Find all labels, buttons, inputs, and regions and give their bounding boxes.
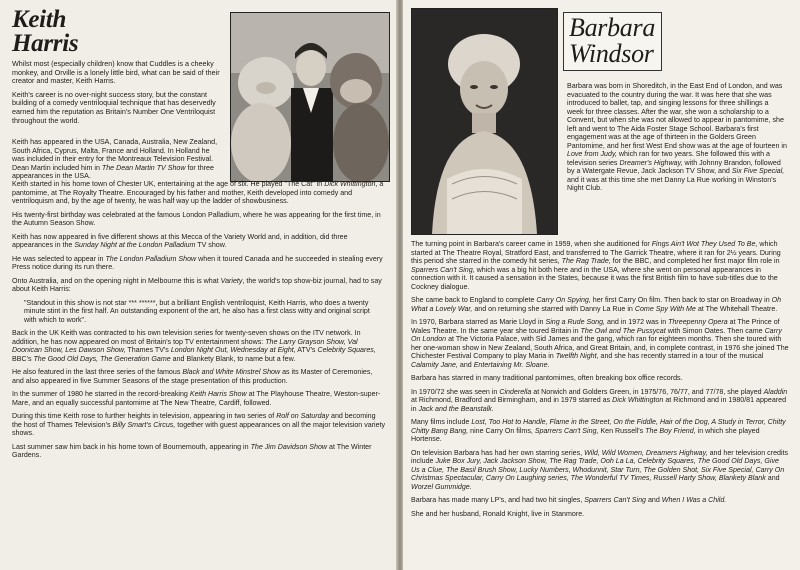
barbara-paragraph: Barbara has starred in many traditional pantomimes, often breaking box office records. <box>411 374 683 382</box>
keith-paragraph: Keith has appeared in the USA, Canada, Australia, New Zealand, South Africa, Cyprus, Malta, France and Holland. In Holland he was included in their entry for the Montreaux Television Festival. Dean Martin included him in The Dean Martin TV Show for three appearances in the USA. <box>12 138 218 180</box>
keith-harris-header <box>12 6 224 125</box>
left-page-keith-harris <box>0 0 397 570</box>
keith-harris-with-puppets-image <box>231 13 389 181</box>
keith-paragraph: Back in the UK Keith was contracted to his own television series for twenty-seven shows on the ITV network. In addition, he has now appeared on most of Britain's top TV entertainment shows: The Larry Grayson Show, Val Doonican Show, Les Dawson Show, Thames TV's London Night Out, Wednesday at Eight, ATV's Celebrity Squares, BBC's The Good Old Days, The Generation Game and Blankety Blank, to name but a few. <box>12 329 376 363</box>
right-page-barbara-windsor <box>403 0 800 570</box>
variety-quote: "Standout in this show is not star *** ******, but a brilliant English ventriloquist, Keith Harris, who does a twenty minute stint in the first half. An outstanding exponent of the art, he also has a first class witty and original script with which to work". <box>24 298 370 324</box>
barbara-paragraph: The turning point in Barbara's career came in 1959, when she auditioned for Fings Ain't Wot They Used To Be, which started at The Theatre Royal, Stratford East, and transferred to The Garrick Theatre, where it ran for 2½ years. During this period she starred in the comedy hit series, The Rag Trade, for the BBC, and completed her first major film role in Sparrers Can't Sing, which was a big hit both here and in the USA, where she went on personal appearances in connection with it. It caused a sensation in the States, because it was the first British film to have sub-titles due to the Cockney dialogue. <box>411 240 781 291</box>
barbara-windsor-image <box>412 9 557 234</box>
keith-intro-paragraph: Whilst most (especially children) know that Cuddles is a cheeky monkey, and Orville is a lonely little bird, what can be said of their creator and master, Keith Harris. <box>12 59 220 86</box>
keith-paragraph: Keith's career is no over-night success story, but the constant building of a comedy ventriloquial technique that has deservedly earned him the reputation as Britain's Number One Ventriloquist throughout the world. <box>12 89 216 125</box>
keith-paragraph: His twenty-first birthday was celebrated at the famous London Palladium, where he was appearing for the first time, in the Autumn Season Show. <box>12 210 381 227</box>
barbara-paragraph: In 1970, Barbara starred as Marie Lloyd in Sing a Rude Song, and in 1972 was in Threepenny Opera at The Prince of Wales Theatre. In the same year she toured Britain in The Owl and The Pussycat with Simon Oates. Then came Carry On London at The Victoria Palace, with Sid James and the gang, which ran for eighteen months. Then she toured with her one-woman show in New Zealand, South Africa, and Great Britain, and, in complete contrast, in 1976 she joined The Chichester Festival Company to play Maria in Twelfth Night, and she has recently starred in a tour of the musical Calamity Jane, and Entertaining Mr. Sloane. <box>411 318 789 369</box>
keith-harris-photo <box>230 12 390 182</box>
keith-paragraph: He also featured in the last three series of the famous Black and White Minstrel Show as its Master of Ceremonies, and also appeared in five Summer Seasons of the stage presentation of this production. <box>12 368 373 385</box>
keith-harris-title: Keith Harris <box>12 6 79 57</box>
barbara-paragraph: In 1970/72 she was seen in Cinderella at Norwich and Golders Green, in 1975/76, 76/77, and 77/78, she played Aladdin at Richmond, Bradford and Birmingham, and in 1979 starred as Dick Whittington at Richmond and in 1980/81 appeared in Jack and the Beanstalk. <box>411 387 788 413</box>
keith-paragraph: In the summer of 1980 he starred in the record-breaking Keith Harris Show at The Playhouse Theatre, Weston-super-Mare, and an equally successful pantomime at The New Theatre, Cardiff, followed. <box>12 390 381 407</box>
barbara-intro-paragraph: Barbara was born in Shoreditch, in the East End of London, and was evacuated to the country during the war. It was here that she was introduced to ballet, tap, and singing lessons for three shillings a week for three classes. After the war, she won a scholarship to a Convent, but when she was not allowed to appear in pantomime, she left and went to The Aida Foster Stage School. Barbara's first engagement was at the age of thirteen in the Golders Green Pantomime, and her first West End show was at the age of fourteen in Love from Judy, which ran for two years. She followed this with a television series Dreamer's Highway, with Johnny Brandon, followed by a Watergate Revue, Jack Jackson TV Show, and Six Five Special, and it was at this time she met Danny La Rue working in Winston's Night Club. <box>567 82 787 192</box>
keith-paragraph: Last summer saw him back in his home town of Bournemouth, appearing in The Jim Davidson Show at The Winter Gardens. <box>12 442 372 459</box>
keith-paragraph: During this time Keith rose to further heights in television, appearing in two series of Rolf on Saturday and becoming the host of Thames Television's Billy Smart's Circus, together with guest appearances on all the major television variety shows. <box>12 412 386 437</box>
barbara-windsor-photo <box>411 8 558 235</box>
barbara-paragraph: On television Barbara has had her own starring series, Wild, Wild Women, Dreamers Highway, and her television credits include Juke Box Jury, Jack Jackson Show, The Rag Trade, Ooh La La, Celebrity Squares, The Good Old Days, Give Us a Clue, The Basil Brush Show, Lucky Numbers, Whodunnit, Star Turn, The Golden Shot, Six Five Special, Carry On Christmas Spectacular, Carry On Laughing series, The Wonderful TV Times, Russell Harty Show, Blankety Blank and Worzel Gummidge. <box>411 448 789 491</box>
barbara-paragraph: Many films include Lost, Too Hot to Handle, Flame in the Street, On the Fiddle, Hair of the Dog, A Study in Terror, Chitty Chitty Bang Bang, nine Carry On films, Sparrers Can't Sing, Ken Russell's The Boy Friend, in which she played Hortense. <box>411 418 786 443</box>
keith-paragraph: Onto Australia, and on the opening night in Melbourne this is what Variety, the world's top show-biz journal, had to say about Keith Harris: <box>12 276 382 293</box>
keith-paragraph: He was selected to appear in The London Palladium Show when it toured Canada and he succeeded in stealing every Press notice during its run there. <box>12 254 383 271</box>
keith-paragraph: Keith has now appeared in five different shows at this Mecca of the Variety World and, in addition, did three appearances in the Sunday Night at the London Palladium TV show. <box>12 232 348 249</box>
barbara-paragraph: She came back to England to complete Carry On Spying, her first Carry On film. Then back to star on Broadway in Oh What a Lovely War, and on returning she starred with Danny La Rue in Come Spy With Me at The Whitehall Theatre. <box>411 296 782 313</box>
barbara-windsor-title-box <box>563 12 662 71</box>
barbara-paragraph: She and her husband, Ronald Knight, live in Stanmore. <box>411 509 585 518</box>
barbara-windsor-title: Barbara Windsor <box>569 13 656 68</box>
barbara-paragraph: Barbara has made many LP's, and had two hit singles, Sparrers Can't Sing and When I Was a Child. <box>411 496 727 504</box>
keith-paragraph: Keith started in his home town of Chester UK, entertaining at the age of six. He played "The Cat" in Dick Whittington, a pantomime, at The Royalty Theatre. Encouraged by his father and mother, Keith developed into comedy and ventriloquism and, by the age of twenty, he was half way up the ladder of showbusiness. <box>12 180 384 205</box>
